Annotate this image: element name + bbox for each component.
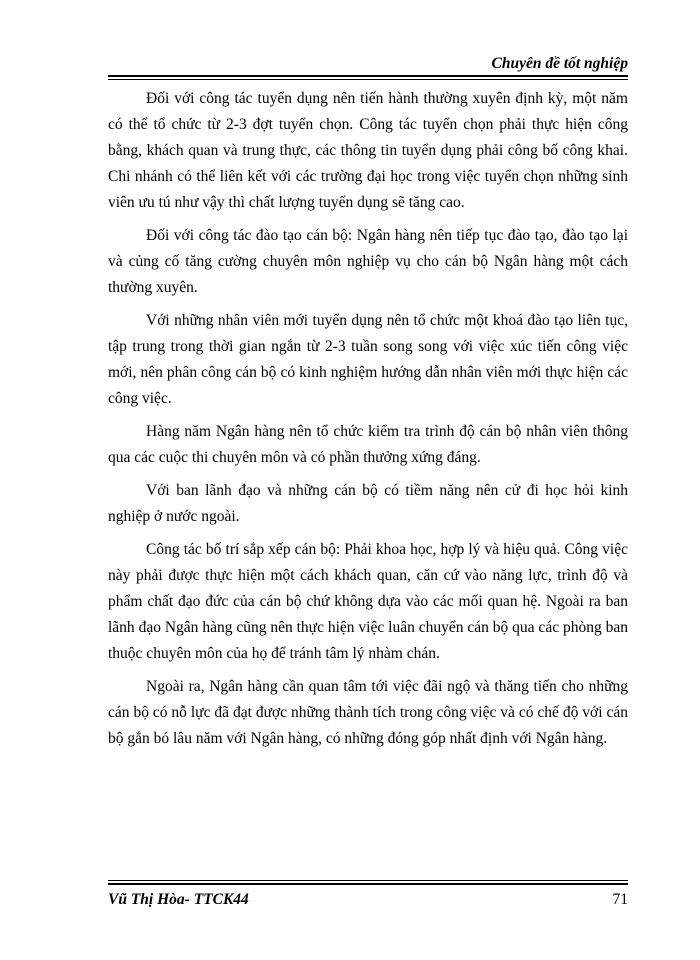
paragraph-staff-arrangement: Công tác bố trí sắp xếp cán bộ: Phải khoa học, hợp lý và hiệu quả. Công việc này phải được thực hiện một cách khách quan, căn cứ vào năng lực, trình độ và phẩm chất đạo đức của cán bộ chứ không dựa vào các mối quan hệ. Ngoài ra ban lãnh đạo Ngân hàng cũng nên thực hiện việc luân chuyển cán bộ qua các phòng ban thuộc chuyên môn của họ để tránh tâm lý nhàm chán. <box>108 541 628 662</box>
body-text <box>108 86 628 759</box>
header-rule-thick <box>108 75 628 77</box>
footer-author: Vũ Thị Hòa- TTCK44 <box>108 891 249 908</box>
page-number: 71 <box>612 891 628 908</box>
paragraph-overseas-study: Với ban lãnh đạo và những cán bộ có tiềm năng nên cử đi học hỏi kinh nghiệp ở nước ngoài. <box>108 482 628 525</box>
footer-rule-thin <box>108 880 628 881</box>
paragraph-recruitment: Đối với công tác tuyển dụng nên tiến hành thường xuyên định kỳ, một năm có thể tổ chức từ 2-3 đợt tuyển chọn. Công tác tuyển chọn phải thực hiện công bằng, khách quan và trung thực, các thông tin tuyển dụng phải công bố công khai. Chi nhánh có thể liên kết với các trường đại học trong việc tuyển chọn những sinh viên ưu tú như vậy thì chất lượng tuyển dụng sẽ tăng cao. <box>108 90 628 211</box>
paragraph-annual-review: Hàng năm Ngân hàng nên tổ chức kiểm tra trình độ cán bộ nhân viên thông qua các cuộc thi chuyên môn và có phần thưởng xứng đáng. <box>108 423 628 466</box>
header-rule-thin <box>108 79 628 80</box>
header-title: Chuyên đề tốt nghiệp <box>491 55 628 72</box>
footer-rule-thick <box>108 883 628 885</box>
paragraph-new-staff: Với những nhân viên mới tuyển dụng nên tổ chức một khoá đào tạo liên tục, tập trung trong thời gian ngắn từ 2-3 tuần song song với việc xúc tiến công việc mới, nên phân công cán bộ có kinh nghiệm hướng dẫn nhân viên mới thực hiện các công việc. <box>108 312 628 407</box>
paragraph-training: Đối với công tác đào tạo cán bộ: Ngân hàng nên tiếp tục đào tạo, đào tạo lại và củng cố tăng cường chuyên môn nghiệp vụ cho cán bộ Ngân hàng một cách thường xuyên. <box>108 227 628 296</box>
paragraph-benefits: Ngoài ra, Ngân hàng cần quan tâm tới việc đãi ngộ và thăng tiến cho những cán bộ có nỗ lực đã đạt được những thành tích trong công việc và có chế độ với cán bộ gắn bó lâu năm với Ngân hàng, có những đóng góp nhất định với Ngân hàng. <box>108 678 628 747</box>
